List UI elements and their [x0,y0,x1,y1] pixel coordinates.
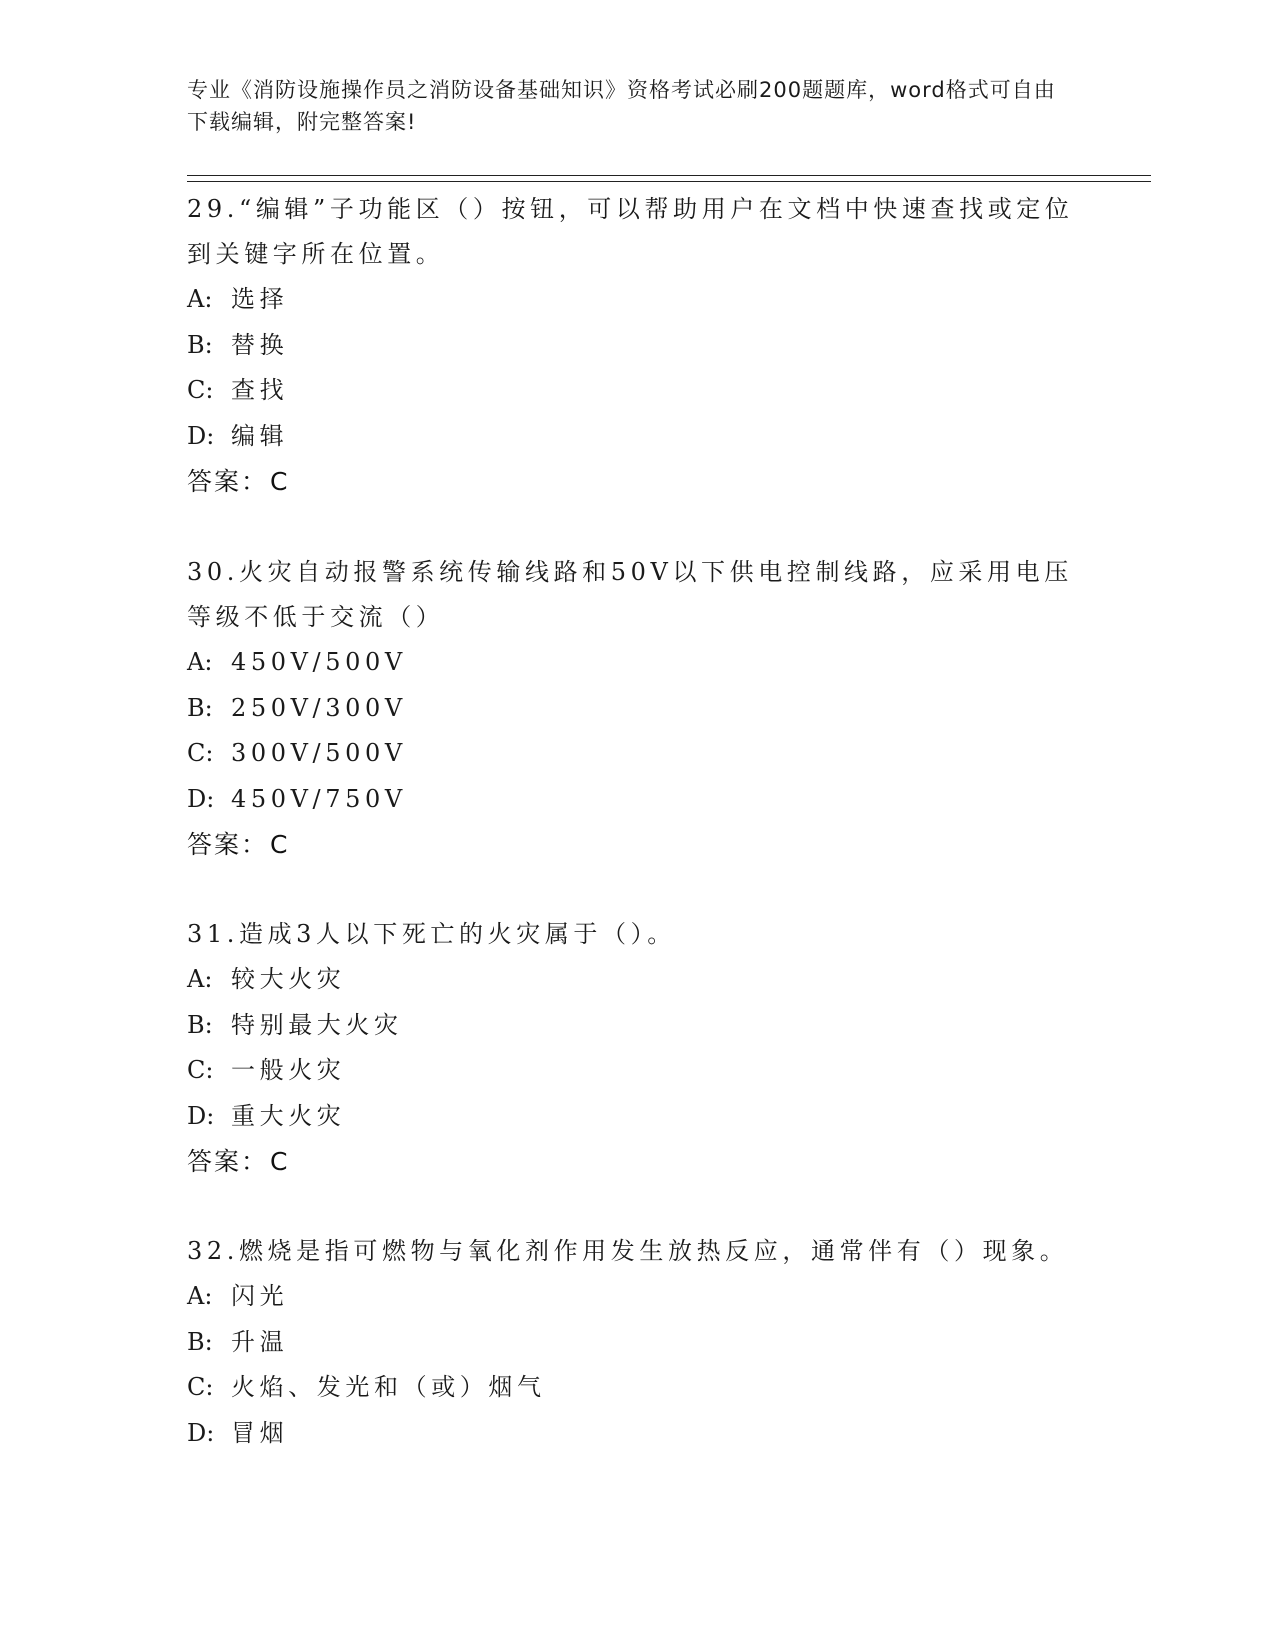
option-d [187,414,1087,460]
option-letter: B: [187,693,213,722]
option-letter: D: [187,421,215,450]
option-text: 火焰、发光和（或）烟气 [231,1373,546,1401]
option-text: 查找 [231,376,289,404]
option-letter: D: [187,1418,215,1447]
question-stem: 31.造成3人以下死亡的火灾属于（）。 [187,920,676,948]
option-text: 特别最大火灾 [231,1010,403,1039]
question-30 [187,550,1087,868]
question-29 [187,187,1087,505]
option-letter: C: [187,376,214,404]
option-b [187,1003,1087,1049]
option-letter: C: [187,1056,214,1084]
option-letter: D: [187,784,215,813]
header-divider-top [187,175,1151,176]
option-letter: A: [187,1282,213,1310]
option-text: 选择 [231,285,289,313]
option-letter: C: [187,739,214,767]
option-letter: B: [187,1010,213,1039]
option-text: 250V/300V [231,693,407,722]
option-letter: A: [187,965,213,993]
question-32 [187,1229,1087,1456]
option-text: 较大火灾 [231,965,346,993]
option-text: 编辑 [231,421,289,450]
option-letter: B: [187,1327,213,1356]
question-31 [187,912,1087,1185]
option-c [187,1048,1087,1094]
option-c [187,368,1087,414]
answer-line [187,459,1087,505]
answer-value: C [270,467,290,496]
option-letter: C: [187,1373,214,1401]
option-b [187,686,1087,732]
option-text: 450V/750V [231,784,407,813]
option-text: 重大火灾 [231,1101,346,1130]
option-a [187,1274,1087,1320]
option-c [187,731,1087,777]
answer-line [187,822,1087,868]
option-letter: B: [187,330,213,359]
question-stem: 30.火灾自动报警系统传输线路和50V以下供电控制线路，应采用电压等级不低于交流（） [187,558,1073,631]
option-letter: A: [187,285,213,313]
option-d [187,777,1087,823]
option-a [187,957,1087,1003]
option-text: 替换 [231,330,289,359]
header-divider-bottom [187,181,1151,182]
answer-label: 答案： [187,1147,269,1176]
answer-value: C [270,830,290,859]
option-a [187,277,1087,323]
option-text: 升温 [231,1327,289,1356]
option-text: 一般火灾 [231,1056,346,1084]
option-d [187,1094,1087,1140]
option-b [187,1320,1087,1366]
option-letter: A: [187,648,213,676]
option-a [187,640,1087,686]
answer-line [187,1139,1087,1185]
option-c [187,1365,1087,1411]
option-text: 冒烟 [231,1418,289,1447]
answer-label: 答案： [187,830,269,859]
option-letter: D: [187,1101,215,1130]
question-stem: 32.燃烧是指可燃物与氧化剂作用发生放热反应，通常伴有（）现象。 [187,1237,1069,1265]
document-header: 专业《消防设施操作员之消防设备基础知识》资格考试必刷200题题库，word格式可自由下载编辑，附完整答案! [187,78,1056,134]
option-d [187,1411,1087,1457]
answer-label: 答案： [187,467,269,496]
option-text: 闪光 [231,1282,289,1310]
answer-value: C [270,1147,290,1176]
question-stem: 29.“编辑”子功能区（）按钮，可以帮助用户在文档中快速查找或定位到关键字所在位置。 [187,195,1074,268]
option-text: 300V/500V [231,739,407,767]
option-b [187,323,1087,369]
option-text: 450V/500V [231,648,407,676]
